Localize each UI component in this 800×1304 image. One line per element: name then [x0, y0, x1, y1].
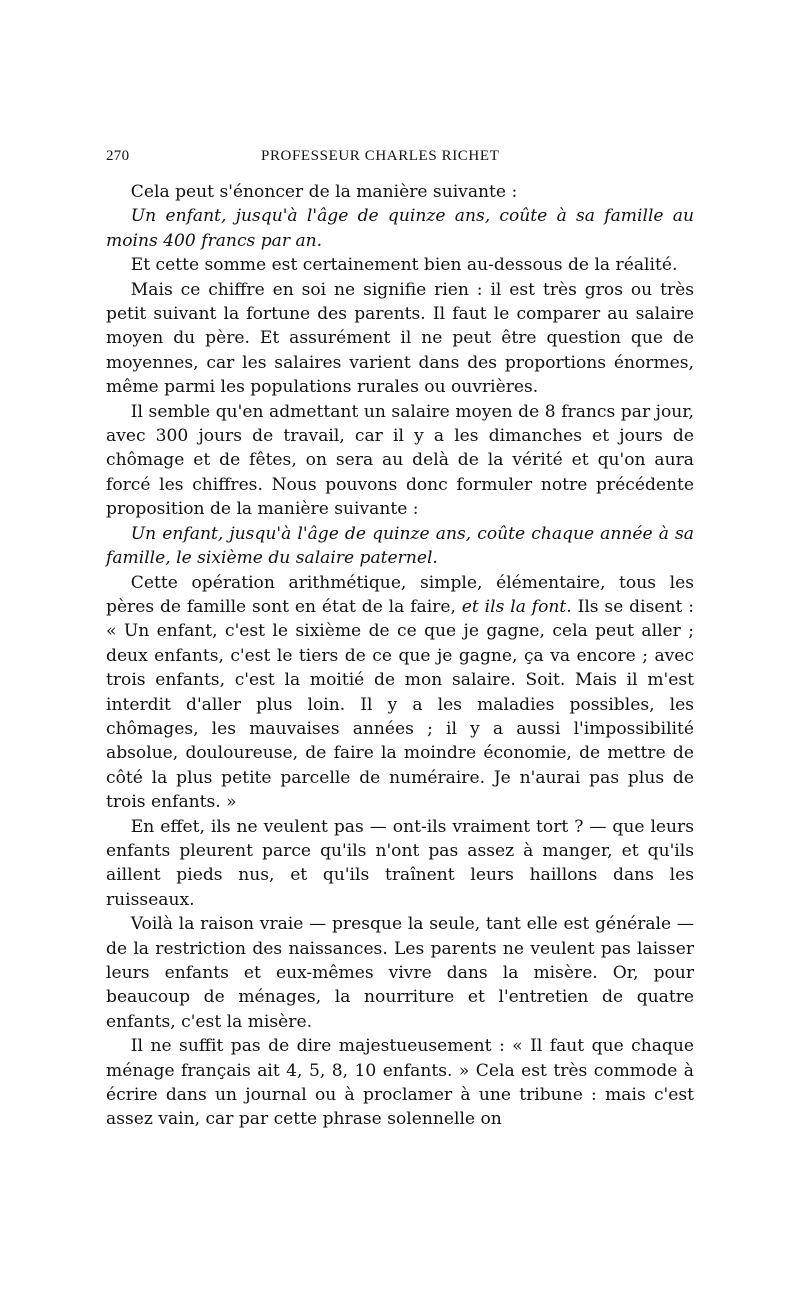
- italic-emphasis: et ils la font.: [461, 596, 572, 617]
- paragraph-text: Cette opération arithmétique, simple, élémentaire, tous les pères de famille sont en état de la faire,: [106, 572, 694, 617]
- running-head-title: PROFESSEUR CHARLES RICHET: [261, 148, 500, 164]
- paragraph: Voilà la raison vraie — presque la seule, tant elle est générale — de la restriction des naissances. Les parents ne veulent pas laisser leurs enfants et eux-mêmes vivre dans la misère. Or, pour beaucoup de ménages, la nourriture et l'entretien de quatre enfants, c'est la misère.: [106, 914, 694, 1032]
- paragraph: Mais ce chiffre en soi ne signifie rien : il est très gros ou très petit suivant la fortune des parents. Il faut le comparer au salaire moyen du père. Et assurément il ne peut être question que de moyennes, car les salaires varient dans des proportions énormes, même parmi les populations rurales ou ouvrières.: [106, 279, 694, 398]
- body-text: [106, 180, 694, 1132]
- paragraph: En effet, ils ne veulent pas — ont-ils vraiment tort ? — que leurs enfants pleurent parce qu'ils n'ont pas assez à manger, et qu'ils aillent pieds nus, et qu'ils traînent leurs haillons dans les ruisseaux.: [106, 816, 694, 910]
- paragraph-text: Ils se disent : « Un enfant, c'est le sixième de ce que je gagne, cela peut aller ; deux enfants, c'est le tiers de ce que je gagne, ça va encore ; avec trois enfants, c'est la moitié de mon salaire. Soit. Mais il m'est interdit d'aller plus loin. Il y a les maladies possibles, les chômages, les mauvaises années ; il y a aussi l'impossibilité absolue, douloureuse, de faire la moindre économie, de mettre de côté la plus petite parcelle de numéraire. Je n'aurai pas plus de trois enfants. »: [106, 596, 694, 813]
- paragraph: Il ne suffit pas de dire majestueusement : « Il faut que chaque ménage français ait 4, 5, 8, 10 enfants. » Cela est très commode à écrire dans un journal ou à proclamer à une tribune : mais c'est assez vain, car par cette phrase solennelle on: [106, 1036, 694, 1130]
- italic-proposition: Un enfant, jusqu'à l'âge de quinze ans, coûte chaque année à sa famille, le sixième du salaire paternel.: [106, 523, 694, 569]
- paragraph: [106, 571, 694, 815]
- paragraph: Cela peut s'énoncer de la manière suivante :: [130, 182, 518, 202]
- running-head: [106, 146, 694, 170]
- paragraph: Et cette somme est certainement bien au-dessous de la réalité.: [130, 255, 678, 276]
- page-number: 270: [106, 148, 130, 164]
- italic-proposition: Un enfant, jusqu'à l'âge de quinze ans, coûte à sa famille au moins 400 francs par an.: [106, 206, 694, 251]
- paragraph: Il semble qu'en admettant un salaire moyen de 8 francs par jour, avec 300 jours de travail, car il y a les dimanches et jours de chômage et de fêtes, on sera au delà de la vérité et qu'on aura forcé les chiffres. Nous pouvons donc formuler notre précédente proposition de la manière suivante :: [106, 401, 694, 520]
- book-page: [106, 146, 694, 1132]
